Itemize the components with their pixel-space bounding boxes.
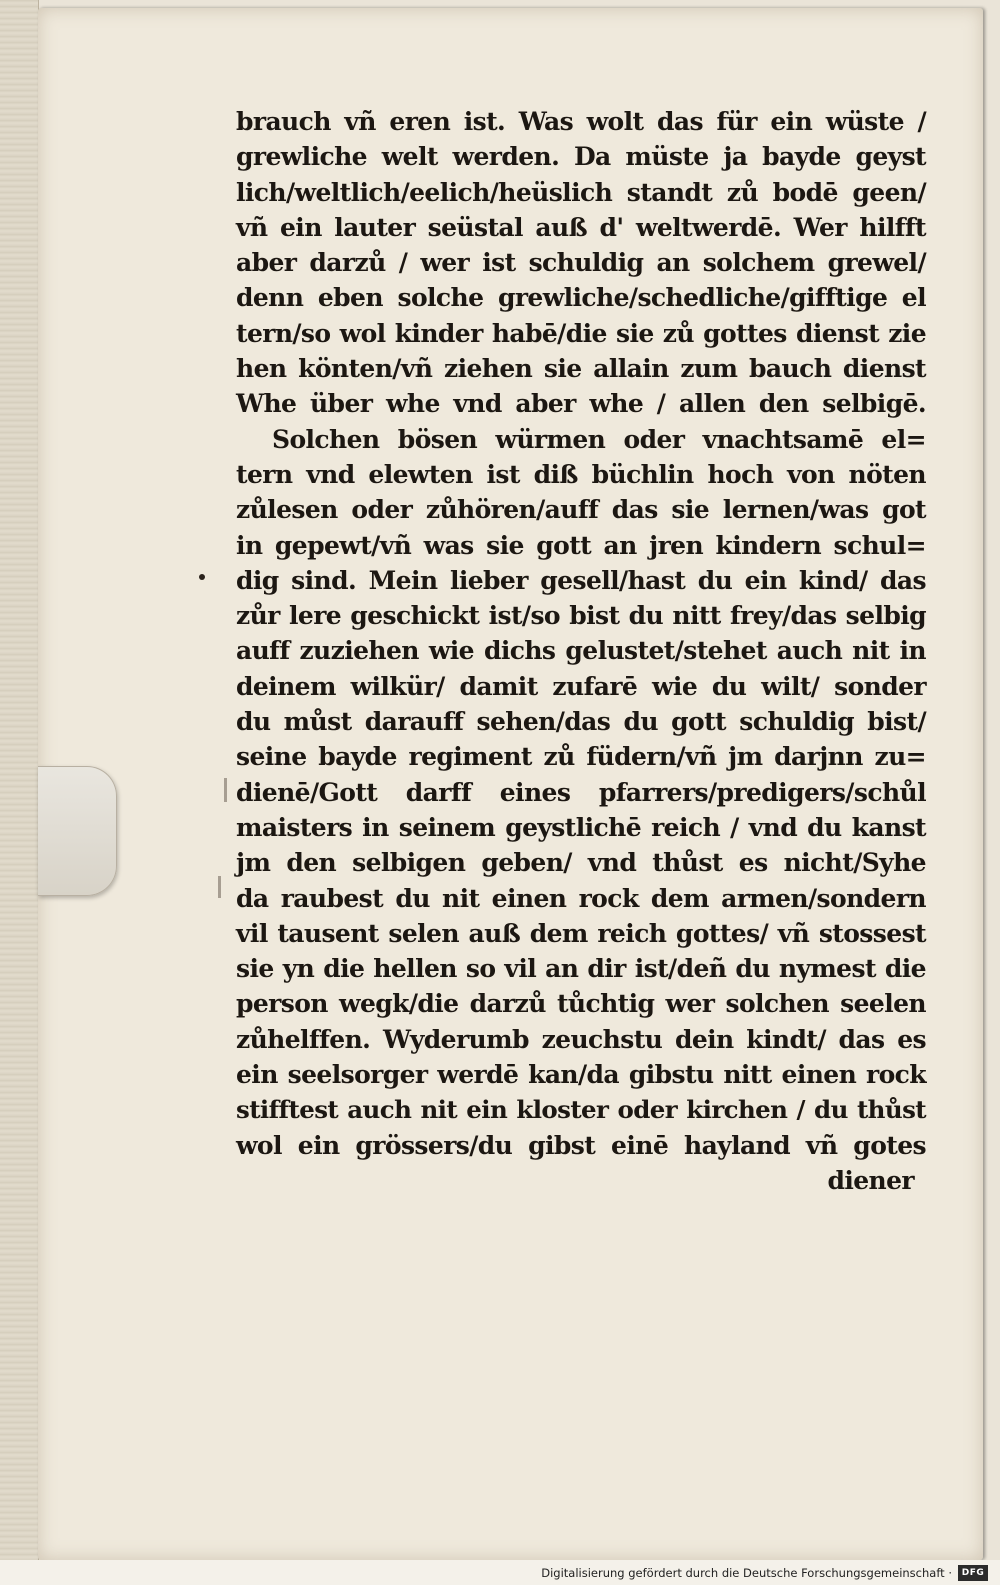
text-line: wol ein grössers/du gibst einē hayland vñ gotes (236, 1130, 926, 1160)
text-line: auff zuziehen wie dichs gelustet/stehet auch nit in (236, 636, 926, 666)
text-line: denn eben solche grewliche/schedliche/gifftige el (236, 283, 926, 313)
text-line: zůhelffen. Wyderumb zeuchstu dein kindt/ das es (236, 1024, 926, 1054)
text-line: aber darzů / wer ist schuldig an solchem grewel/ (236, 248, 926, 278)
margin-mark (224, 778, 227, 802)
text-line: jm den selbigen geben/ vnd thůst es nicht/Syhe (236, 848, 926, 878)
text-line: lich/weltlich/eelich/heüslich standt zů bodē geen/ (236, 177, 926, 207)
text-line: Whe über whe vnd aber whe / allen den selbigē. (236, 389, 926, 419)
text-line: du můst darauff sehen/das du gott schuldig bist/ (236, 707, 926, 737)
page-clip (38, 766, 117, 896)
text-line: person wegk/die darzů tůchtig wer solchen seelen (236, 989, 926, 1019)
text-line: da raubest du nit einen rock dem armen/sondern (236, 883, 926, 913)
paragraph-first-line: Solchen bösen würmen oder vnachtsamē el= (272, 424, 926, 454)
book-binding-edge (0, 0, 39, 1560)
text-line: sie yn die hellen so vil an dir ist/deñ du nymest die (236, 954, 926, 984)
text-line: stifftest auch nit ein kloster oder kirchen / du thůst (236, 1095, 926, 1125)
text-line: dienē/Gott darff eines pfarrers/predigers/schůl (236, 777, 926, 807)
text-line: in gepewt/vñ was sie gott an jren kindern schul= (236, 530, 926, 560)
text-line: deinem wilkür/ damit zufarē wie du wilt/ sonder (236, 671, 926, 701)
text-line: brauch vñ eren ist. Was wolt das für ein wüste / (236, 107, 926, 136)
text-line: maisters in seinem geystlichē reich / vnd du kanst (236, 812, 926, 842)
text-line: vñ ein lauter seüstal auß d' weltwerdē. Wer hilfft (236, 212, 926, 242)
text-line: zůlesen oder zůhören/auff das sie lernen/was got (236, 495, 926, 525)
digitization-credit: Digitalisierung gefördert durch die Deutsche Forschungsgemeinschaft · (541, 1566, 952, 1580)
text-line: tern vnd elewten ist diß büchlin hoch von nöten (236, 459, 926, 489)
catchword: diener (827, 1165, 914, 1195)
margin-mark (218, 876, 221, 898)
text-line: seine bayde regiment zů füdern/vñ jm darjnn zu= (236, 742, 926, 772)
text-line: hen könten/vñ ziehen sie allain zum bauch dienst (236, 354, 926, 384)
body-text (236, 104, 926, 1198)
text-line: grewliche welt werden. Da müste ja bayde geyst (236, 142, 926, 172)
text-line: zůr lere geschickt ist/so bist du nitt frey/das selbig (236, 601, 926, 631)
text-line: tern/so wol kinder habē/die sie zů gottes dienst zie (236, 318, 926, 348)
book-page (38, 8, 983, 1560)
dfg-logo: DFG (958, 1565, 988, 1581)
text-line: vil tausent selen auß dem reich gottes/ vñ stossest (236, 918, 926, 948)
text-line: dig sind. Mein lieber gesell/hast du ein kind/ das (236, 565, 926, 595)
text-line: ein seelsorger werdē kan/da gibstu nitt einen rock (236, 1060, 926, 1090)
margin-dot (199, 574, 205, 580)
